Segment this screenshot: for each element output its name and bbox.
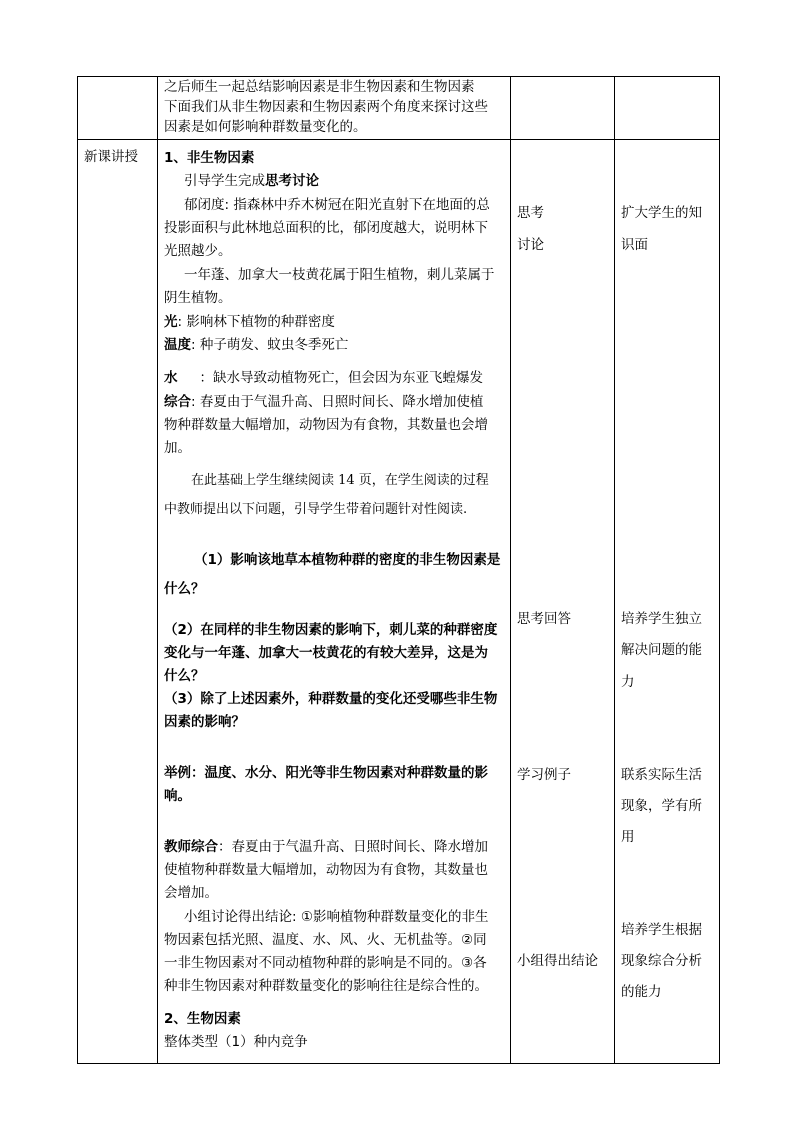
stage-label: 新课讲授 [84, 149, 138, 165]
question-3: 因素的影响？ [164, 714, 245, 730]
section2-title: 2、生物因素 [164, 1011, 241, 1027]
water-text: ：缺水导致动植物死亡，但会因为东亚飞蝗爆发 [199, 370, 483, 386]
intent-line: 用 [621, 829, 635, 845]
teacher-line: 使植物种群数量大幅增加，动物因为有食物，其数量也 [164, 862, 488, 878]
section1-title: 1、非生物因素 [164, 150, 255, 166]
group-line: 小组讨论得出结论: ①影响植物种群数量变化的非生 [184, 909, 489, 925]
intent-cell [615, 140, 720, 1064]
stage-cell-empty [78, 77, 158, 140]
intro-line: 下面我们从非生物因素和生物因素两个角度来探讨这些 [164, 99, 488, 115]
water-label: 水 [164, 370, 178, 386]
intent-line: 的能力 [621, 984, 662, 1000]
temperature-label: 温度 [164, 337, 191, 353]
question-2: 变化与一年蓬、加拿大一枝黄花的有较大差异，这是为 [164, 645, 488, 661]
question-3: （3）除了上述因素外，种群数量的变化还受哪些非生物 [164, 691, 498, 707]
activity-think: 思考 [517, 205, 544, 221]
activity-cell [511, 140, 615, 1064]
light-text: : 影响林下植物的种群密度 [177, 314, 335, 330]
activity-example: 学习例子 [517, 767, 571, 783]
intent-line: 解决问题的能 [621, 642, 702, 658]
temperature-text: : 种子萌发、蚊虫冬季死亡 [191, 337, 349, 353]
intent-line: 识面 [621, 237, 648, 253]
content-cell-main [158, 140, 511, 1064]
lesson-plan-table [77, 76, 720, 1064]
teacher-label: 教师综合 [164, 839, 218, 855]
intent-line: 现象综合分析 [621, 953, 702, 969]
content-cell-intro [158, 77, 511, 140]
activity-conclude: 小组得出结论 [517, 953, 598, 969]
intent-line: 现象，学有所 [621, 798, 702, 814]
stage-cell [78, 140, 158, 1064]
guide-prefix: 引导学生完成 [184, 173, 265, 189]
water-line [164, 369, 483, 387]
intent-line: 联系实际生活 [621, 767, 702, 783]
reading-line: 中教师提出以下问题，引导学生带着问题针对性阅读. [164, 502, 468, 517]
example-line: 响。 [164, 788, 191, 804]
example-line: 举例：温度、水分、阳光等非生物因素对种群数量的影 [164, 765, 488, 781]
guide-bold: 思考讨论 [265, 173, 319, 189]
combined-text: : 春夏由于气温升高、日照时间长、降水增加使植 [191, 394, 484, 410]
light-label: 光 [164, 314, 178, 330]
intent-cell-empty [615, 77, 720, 140]
combined-label: 综合 [164, 394, 191, 410]
intro-line: 之后师生一起总结影响因素是非生物因素和生物因素 [164, 79, 475, 95]
intent-line: 力 [621, 674, 635, 690]
intent-line: 培养学生独立 [621, 611, 702, 627]
combined-line [164, 393, 483, 411]
activity-answer: 思考回答 [517, 611, 571, 627]
group-line: 物因素包括光照、温度、水、风、火、无机盐等。②同 [164, 932, 487, 948]
activity-cell-empty [511, 77, 615, 140]
plant-line: 一年蓬、加拿大一枝黄花属于阳生植物，刺儿菜属于 [184, 267, 495, 283]
question-2: 什么？ [164, 668, 205, 684]
teacher-line [164, 838, 488, 856]
section2-subtitle: 整体类型（1）种内竞争 [164, 1034, 308, 1050]
group-line: 一非生物因素对不同动植物种群的影响是不同的。③各 [164, 955, 487, 971]
question-1: 什么？ [164, 581, 205, 597]
teacher-text: ：春夏由于气温升高、日照时间长、降水增加 [218, 839, 488, 855]
canopy-line: 光照越少。 [164, 243, 232, 259]
plant-line: 阴生植物。 [164, 290, 232, 306]
activity-discuss: 讨论 [517, 237, 544, 253]
light-line [164, 313, 335, 331]
question-2: （2）在同样的非生物因素的影响下，刺儿菜的种群密度 [164, 622, 498, 638]
question-1: （1）影响该地草本植物种群的密度的非生物因素是 [194, 552, 501, 568]
temperature-line [164, 336, 348, 354]
intro-line: 因素是如何影响种群数量变化的。 [164, 119, 367, 135]
intent-line: 扩大学生的知 [621, 205, 702, 221]
combined-line: 加。 [164, 440, 191, 456]
combined-line: 物种群数量大幅增加，动物因为有食物，其数量也会增 [164, 417, 488, 433]
reading-line: 在此基础上学生继续阅读 14 页，在学生阅读的过程 [191, 473, 489, 488]
teacher-line: 会增加。 [164, 885, 218, 901]
table-row [78, 77, 720, 140]
canopy-line: 郁闭度: 指森林中乔木树冠在阳光直射下在地面的总 [184, 197, 490, 213]
guide-line [184, 172, 319, 190]
table-row [78, 140, 720, 1064]
group-line: 种非生物因素对种群数量变化的影响往往是综合性的。 [164, 978, 488, 994]
canopy-line: 投影面积与此林地总面积的比，郁闭度越大，说明林下 [164, 220, 488, 236]
intent-line: 培养学生根据 [621, 922, 702, 938]
